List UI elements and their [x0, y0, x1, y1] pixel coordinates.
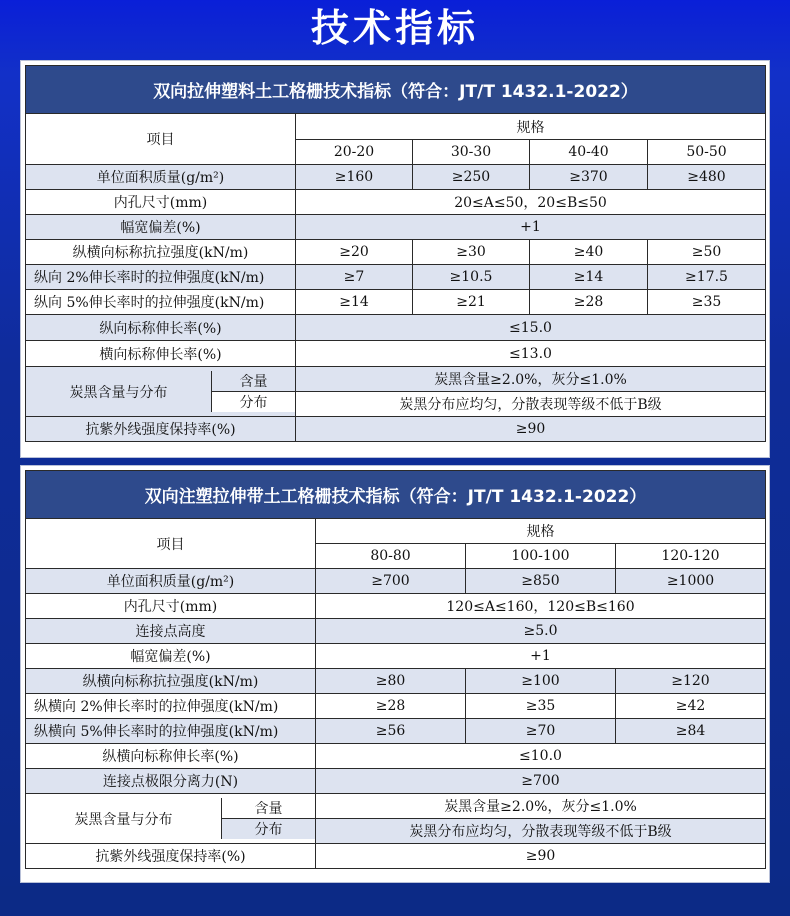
table2-carbon-content-label: 含量 — [222, 798, 315, 819]
table1-cell: ≥160 — [296, 165, 413, 190]
table1-spec: 50-50 — [648, 140, 766, 165]
table1-carbon-group — [26, 367, 296, 417]
table2-row-label: 连接点高度 — [26, 619, 316, 644]
table2-cell: ≥35 — [466, 694, 616, 719]
table1-cell: ≥28 — [530, 290, 648, 315]
table1-carbon-label: 炭黑含量与分布 — [26, 371, 212, 412]
table2-row-label: 纵横向 2%伸长率时的拉伸强度(kN/m) — [26, 694, 316, 719]
table2-heading: 双向注塑拉伸带土工格栅技术指标（符合：JT/T 1432.1-2022） — [26, 471, 766, 519]
table1-cell-merged: ≤13.0 — [296, 341, 766, 367]
table2-spec: 100-100 — [466, 544, 616, 569]
table2-cell-merged: ≥700 — [316, 769, 766, 794]
table2-row-label: 幅宽偏差(%) — [26, 644, 316, 669]
table1-cell: ≥14 — [530, 265, 648, 290]
table2-cell: ≥850 — [466, 569, 616, 594]
table2-spec-label: 规格 — [316, 519, 766, 544]
table1-row-label: 纵向 2%伸长率时的拉伸强度(kN/m) — [26, 265, 296, 290]
table1-cell: ≥21 — [413, 290, 530, 315]
table1-cell: ≥50 — [648, 240, 766, 265]
table2-row-label: 单位面积质量(g/m²) — [26, 569, 316, 594]
table2-row-label: 纵横向标称抗拉强度(kN/m) — [26, 669, 316, 694]
table1-cell: ≥7 — [296, 265, 413, 290]
table2-cell: ≥84 — [616, 719, 766, 744]
table1-cell-merged: 20≤A≤50，20≤B≤50 — [296, 190, 766, 215]
table1-row-label: 幅宽偏差(%) — [26, 215, 296, 240]
table2-cell-merged: ≤10.0 — [316, 744, 766, 769]
table1-row-label: 单位面积质量(g/m²) — [26, 165, 296, 190]
table1-cell: ≥30 — [413, 240, 530, 265]
table1-spec: 40-40 — [530, 140, 648, 165]
table2-cell-merged: ≥5.0 — [316, 619, 766, 644]
table2-carbon-label: 炭黑含量与分布 — [26, 798, 222, 839]
table1-uv-value: ≥90 — [296, 417, 766, 442]
table1-heading: 双向拉伸塑料土工格栅技术指标（符合：JT/T 1432.1-2022） — [26, 66, 766, 114]
table2-uv-label: 抗紫外线强度保持率(%) — [26, 844, 316, 869]
table2-uv-value: ≥90 — [316, 844, 766, 869]
table1-carbon-content-label: 含量 — [212, 371, 295, 392]
table1-cell: ≥14 — [296, 290, 413, 315]
table2-cell: ≥56 — [316, 719, 466, 744]
table1-cell: ≥20 — [296, 240, 413, 265]
table2 — [25, 470, 766, 869]
table1-panel — [20, 60, 770, 458]
table1-row-label: 纵向 5%伸长率时的拉伸强度(kN/m) — [26, 290, 296, 315]
table2-cell: ≥42 — [616, 694, 766, 719]
table2-cell: ≥1000 — [616, 569, 766, 594]
table1-item-label: 项目 — [26, 114, 296, 165]
table1-cell: ≥480 — [648, 165, 766, 190]
table2-spec: 80-80 — [316, 544, 466, 569]
table2-carbon-dist-value: 炭黑分布应均匀，分散表现等级不低于B级 — [316, 819, 766, 844]
table2-panel — [20, 465, 770, 883]
table2-cell: ≥80 — [316, 669, 466, 694]
table2-row-label: 连接点极限分离力(N) — [26, 769, 316, 794]
table2-carbon-dist-label: 分布 — [222, 819, 315, 839]
table2-item-label: 项目 — [26, 519, 316, 569]
table1-carbon-dist-value: 炭黑分布应均匀，分散表现等级不低于B级 — [296, 392, 766, 417]
table2-row-label: 纵横向标称伸长率(%) — [26, 744, 316, 769]
table1-cell: ≥40 — [530, 240, 648, 265]
table1-spec: 30-30 — [413, 140, 530, 165]
table1-row-label: 纵向标称伸长率(%) — [26, 315, 296, 341]
table1-row-label: 横向标称伸长率(%) — [26, 341, 296, 367]
table1-row-label: 纵横向标称抗拉强度(kN/m) — [26, 240, 296, 265]
table2-cell: ≥70 — [466, 719, 616, 744]
table2-spec: 120-120 — [616, 544, 766, 569]
table2-cell: ≥28 — [316, 694, 466, 719]
table1-cell-merged: ≤15.0 — [296, 315, 766, 341]
table1-row-label: 内孔尺寸(mm) — [26, 190, 296, 215]
table1-carbon-content-value: 炭黑含量≥2.0%，灰分≤1.0% — [296, 367, 766, 392]
table2-row-label: 纵横向 5%伸长率时的拉伸强度(kN/m) — [26, 719, 316, 744]
table1-spec: 20-20 — [296, 140, 413, 165]
table1-cell: ≥10.5 — [413, 265, 530, 290]
table1-cell: ≥370 — [530, 165, 648, 190]
table1-uv-label: 抗紫外线强度保持率(%) — [26, 417, 296, 442]
bottom-strip — [0, 886, 790, 916]
table1-cell: ≥17.5 — [648, 265, 766, 290]
table2-cell-merged: +1 — [316, 644, 766, 669]
table1-spec-label: 规格 — [296, 114, 766, 140]
table1-cell: ≥35 — [648, 290, 766, 315]
table2-cell: ≥700 — [316, 569, 466, 594]
table1 — [25, 65, 766, 442]
table1-cell: ≥250 — [413, 165, 530, 190]
table2-carbon-content-value: 炭黑含量≥2.0%，灰分≤1.0% — [316, 794, 766, 819]
table1-carbon-dist-label: 分布 — [212, 392, 295, 412]
table2-carbon-group — [26, 794, 316, 844]
table2-cell: ≥100 — [466, 669, 616, 694]
table2-cell-merged: 120≤A≤160，120≤B≤160 — [316, 594, 766, 619]
table2-row-label: 内孔尺寸(mm) — [26, 594, 316, 619]
page-title: 技术指标 — [310, 6, 479, 50]
table1-cell-merged: +1 — [296, 215, 766, 240]
table2-cell: ≥120 — [616, 669, 766, 694]
